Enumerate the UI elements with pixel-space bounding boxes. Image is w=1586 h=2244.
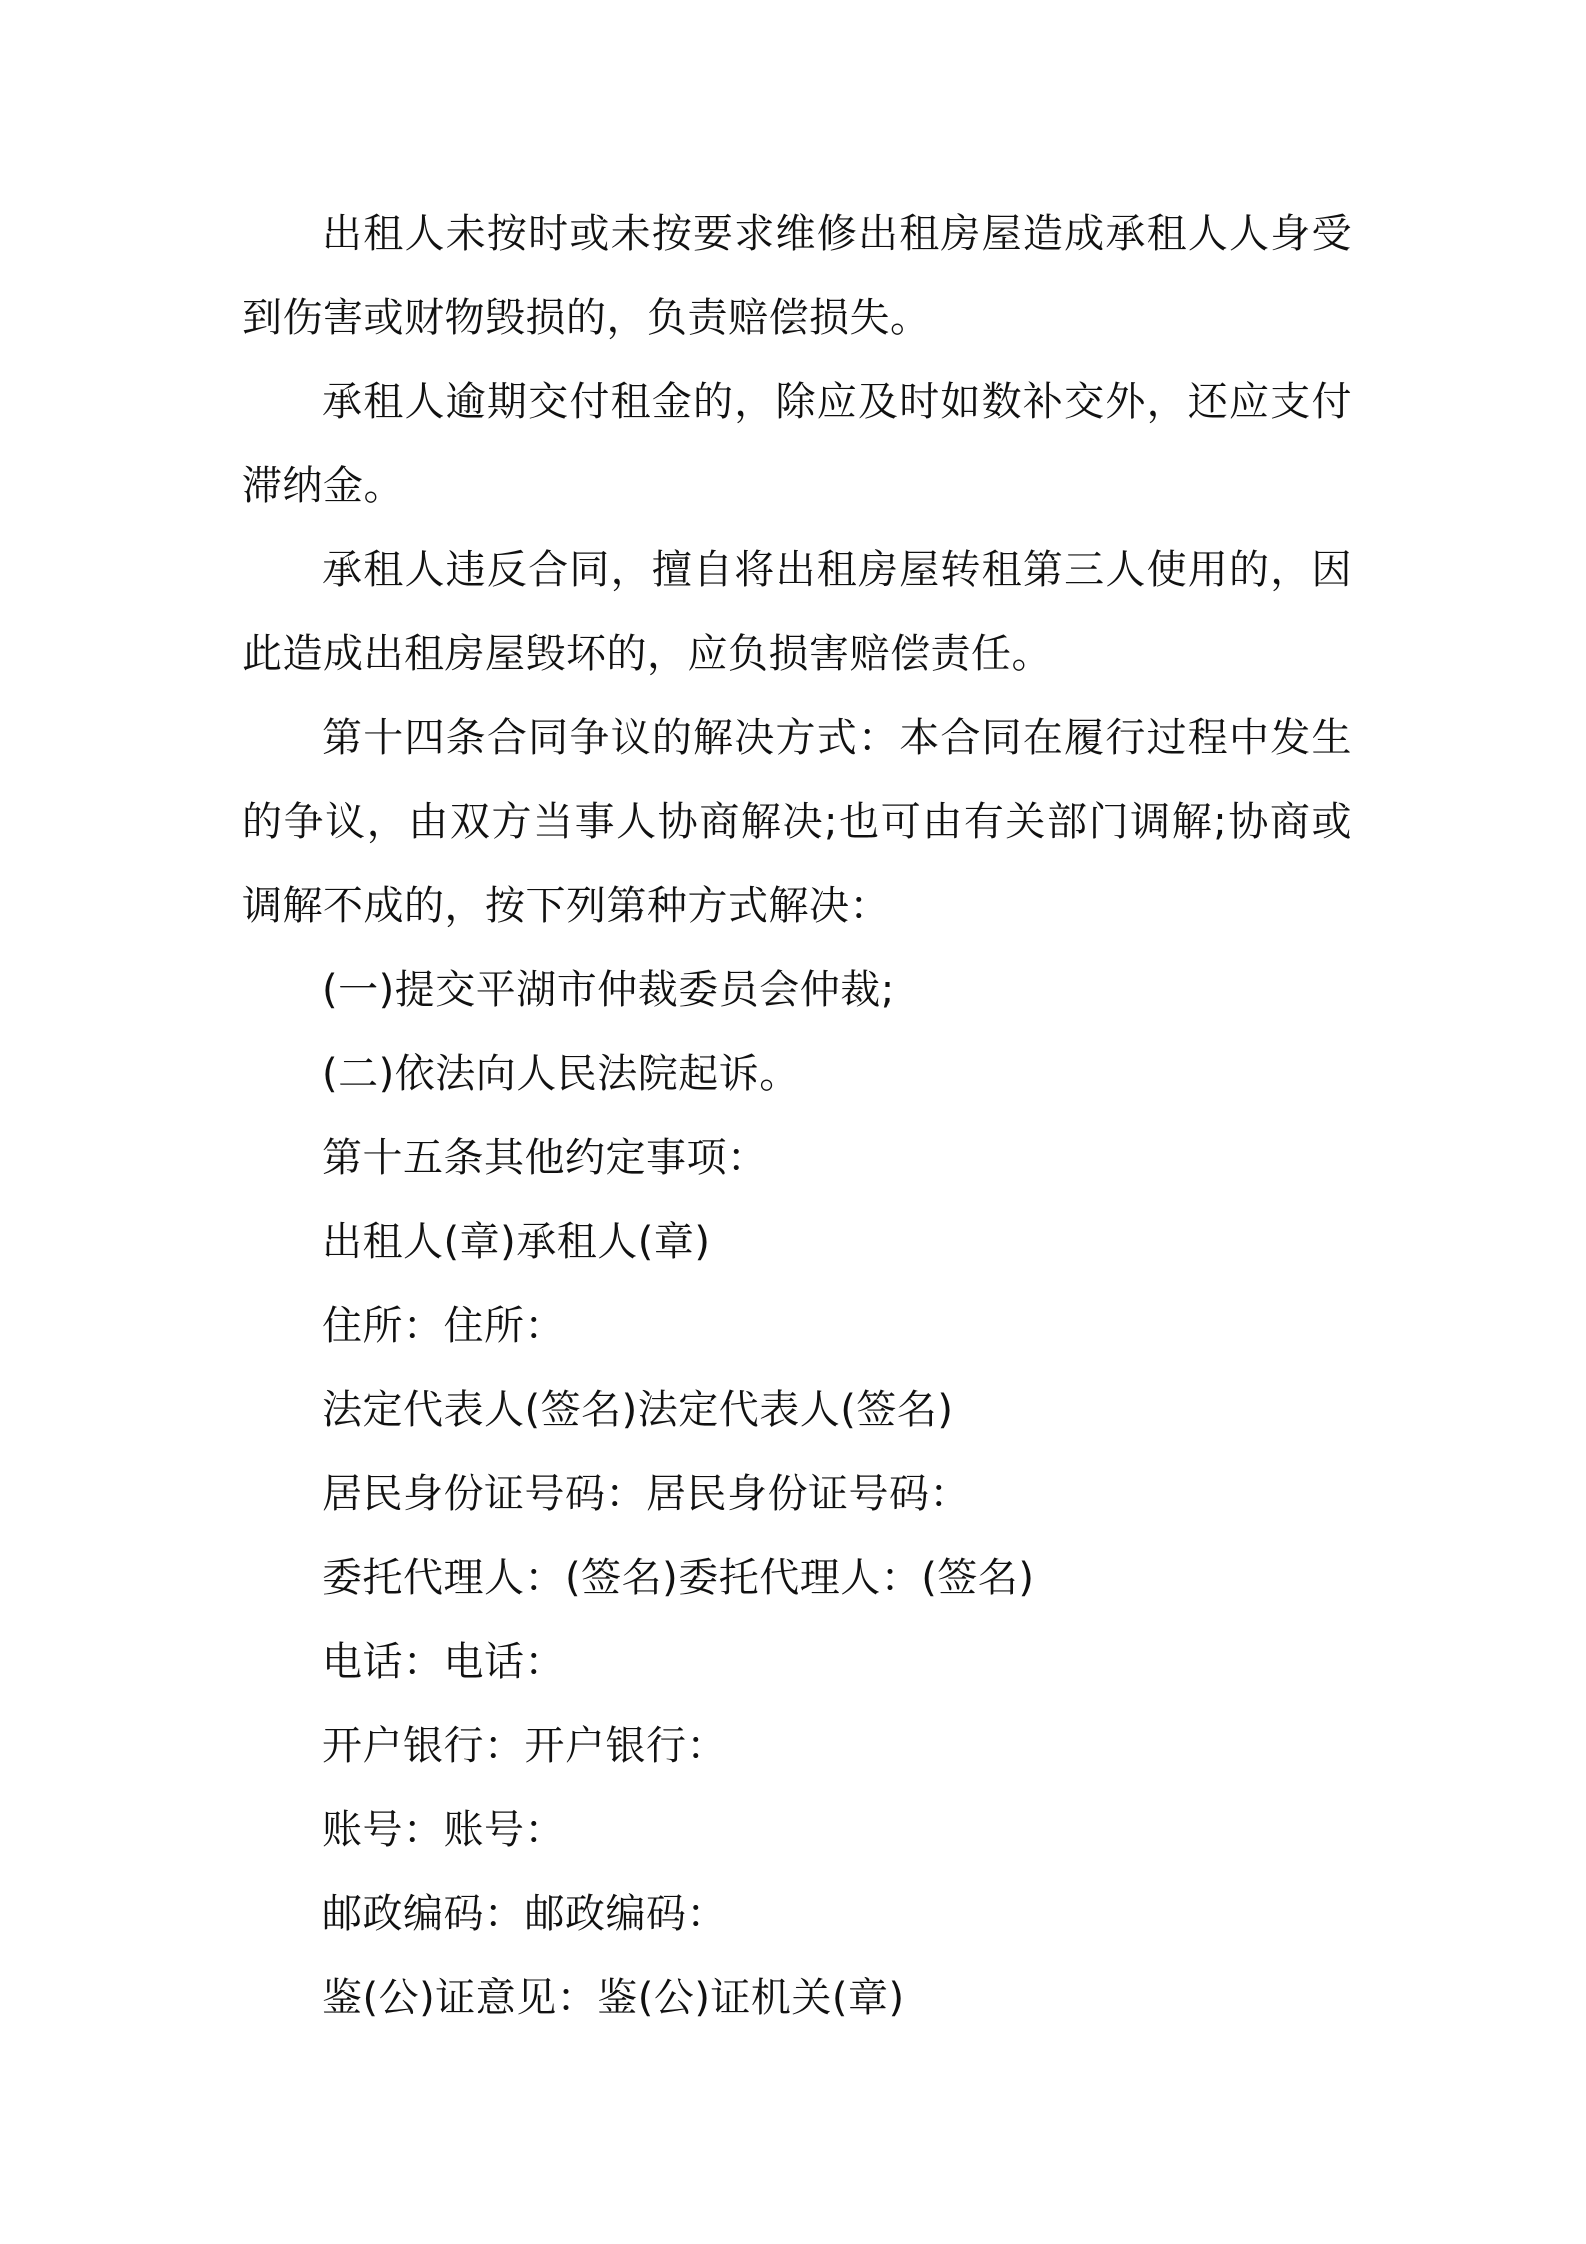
signature-line-phone: 电话：电话： — [322, 1639, 565, 1685]
document-body — [242, 192, 1352, 2040]
article-15-heading: 第十五条其他约定事项： — [322, 1135, 768, 1181]
option-arbitration: (一)提交平湖市仲裁委员会仲裁; — [322, 967, 895, 1013]
signature-line-agent: 委托代理人：(签名)委托代理人：(签名) — [322, 1555, 1035, 1601]
signature-line-postcode: 邮政编码：邮政编码： — [322, 1891, 727, 1937]
paragraph-sublease-liability: 承租人违反合同，擅自将出租房屋转租第三人使用的，因此造成出租房屋毁坏的，应负损害赔偿责任。 — [242, 547, 1352, 677]
signature-line-id-number: 居民身份证号码：居民身份证号码： — [322, 1471, 970, 1517]
signature-line-seal: 出租人(章)承租人(章) — [322, 1219, 711, 1265]
paragraph-late-rent: 承租人逾期交付租金的，除应及时如数补交外，还应支付滞纳金。 — [242, 379, 1352, 509]
option-litigation: (二)依法向人民法院起诉。 — [322, 1051, 800, 1097]
signature-line-notary: 鉴(公)证意见：鉴(公)证机关(章) — [322, 1975, 905, 2021]
paragraph-article-14: 第十四条合同争议的解决方式：本合同在履行过程中发生的争议，由双方当事人协商解决;也可由有关部门调解;协商或调解不成的，按下列第种方式解决： — [242, 715, 1352, 929]
signature-line-bank: 开户银行：开户银行： — [322, 1723, 727, 1769]
signature-line-legal-rep: 法定代表人(签名)法定代表人(签名) — [322, 1387, 954, 1433]
signature-line-address: 住所：住所： — [322, 1303, 565, 1349]
signature-line-account: 账号：账号： — [322, 1807, 565, 1853]
paragraph-repair-liability: 出租人未按时或未按要求维修出租房屋造成承租人人身受到伤害或财物毁损的，负责赔偿损失。 — [242, 211, 1352, 341]
